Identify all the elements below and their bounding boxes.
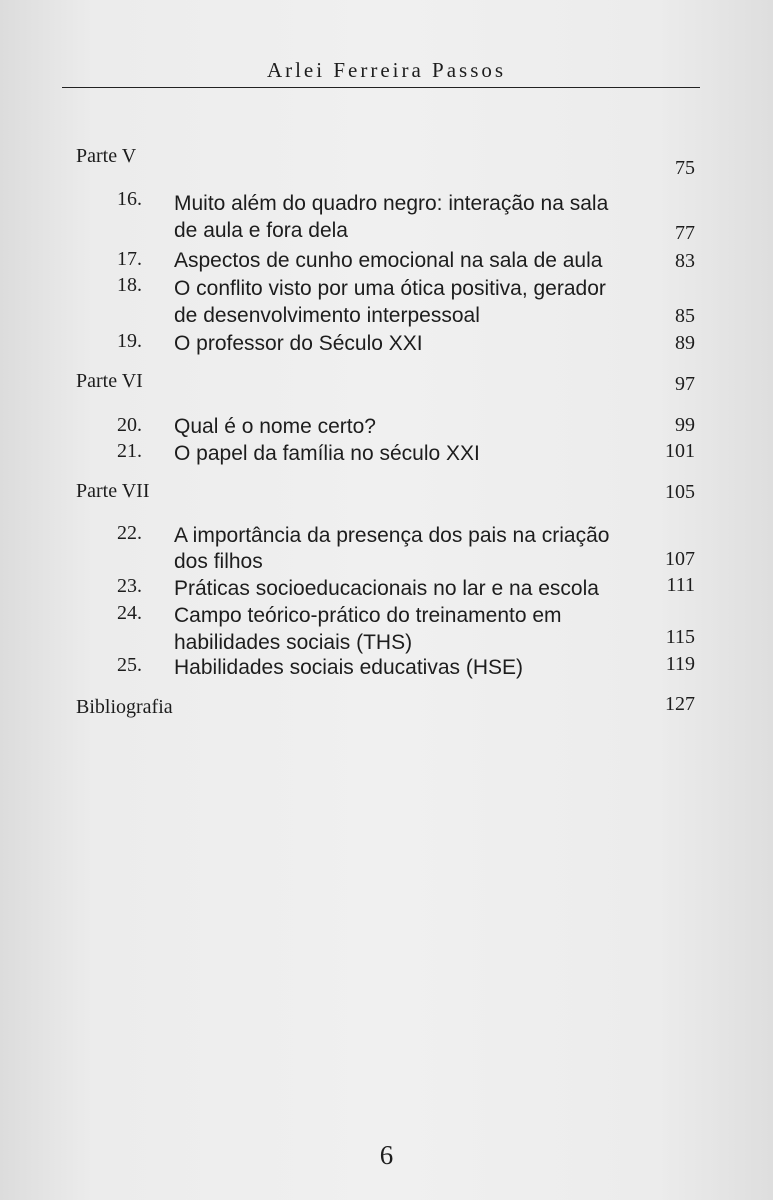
entry-24-number: 24. [117, 602, 142, 624]
entry-18-title-line1: O conflito visto por uma ótica positiva, gerador [174, 277, 606, 300]
entry-16-title-line2: de aula e fora dela [174, 219, 348, 242]
part-vii-page: 105 [665, 481, 695, 503]
entry-25-number: 25. [117, 654, 142, 676]
entry-18-title-line2: de desenvolvimento interpessoal [174, 304, 480, 327]
entry-24-title-line1: Campo teórico-prático do treinamento em [174, 604, 562, 627]
entry-23-number: 23. [117, 575, 142, 597]
entry-16-title-line1: Muito além do quadro negro: interação na sala [174, 192, 609, 215]
bibliografia-label: Bibliografia [76, 696, 173, 718]
entry-22-page: 107 [665, 548, 695, 570]
entry-18-number: 18. [117, 274, 142, 296]
entry-16-page: 77 [675, 222, 695, 244]
entry-20-title: Qual é o nome certo? [174, 415, 376, 438]
entry-22-title-line2: dos filhos [174, 550, 263, 573]
entry-24-page: 115 [665, 626, 695, 648]
entry-21-title: O papel da família no século XXI [174, 442, 480, 465]
part-vii-label: Parte VII [76, 480, 150, 502]
entry-25-page: 119 [665, 653, 695, 675]
entry-21-page: 101 [665, 440, 695, 462]
entry-17-number: 17. [117, 248, 142, 270]
entry-24-title-line2: habilidades sociais (THS) [174, 631, 413, 654]
entry-21-number: 21. [117, 440, 142, 462]
entry-20-page: 99 [675, 414, 695, 436]
part-v-label: Parte V [76, 145, 137, 167]
entry-23-page: 111 [666, 574, 695, 596]
entry-25-title: Habilidades sociais educativas (HSE) [174, 656, 523, 679]
running-head: Arlei Ferreira Passos [266, 58, 507, 82]
entry-19-title: O professor do Século XXI [174, 332, 423, 355]
entry-17-title: Aspectos de cunho emocional na sala de aula [174, 249, 603, 272]
page-number: 6 [379, 1140, 394, 1170]
entry-20-number: 20. [117, 414, 142, 436]
entry-17-page: 83 [675, 250, 695, 272]
entry-18-page: 85 [675, 305, 695, 327]
entry-22-title-line1: A importância da presença dos pais na criação [174, 524, 610, 547]
entry-16-number: 16. [117, 188, 142, 210]
entry-19-page: 89 [675, 332, 695, 354]
part-v-page: 75 [675, 157, 695, 179]
entry-19-number: 19. [117, 330, 142, 352]
bibliografia-page: 127 [665, 693, 695, 715]
part-vi-label: Parte VI [76, 370, 143, 392]
part-vi-page: 97 [675, 373, 695, 395]
entry-23-title: Práticas socioeducacionais no lar e na escola [174, 577, 599, 600]
header-rule [62, 87, 700, 88]
entry-22-number: 22. [117, 522, 142, 544]
